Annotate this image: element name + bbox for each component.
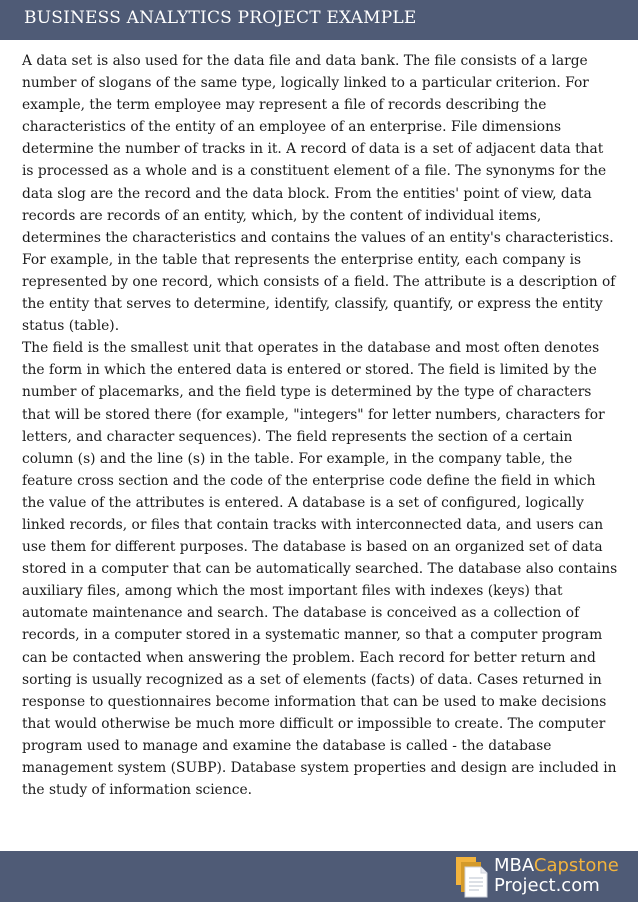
footer-bar [0,851,638,902]
logo-text-mba: MBA [494,855,534,876]
logo-text-top [494,855,619,877]
site-logo[interactable] [454,855,630,899]
logo-text-domain: Project.com [494,875,600,896]
header-bar [0,0,638,40]
article-body [22,50,618,801]
document-stack-icon [454,856,488,898]
logo-text-capstone: Capstone [533,855,619,876]
paragraph-2: The field is the smallest unit that operates in the database and most often denotes the form in which the entered data is entered or stored. The field is limited by the number of placemarks, and the field type is determined by the type of characters that will be stored there (for example, "integers" for letter numbers, characters for letters, and character sequences). The field represents the section of a certain column (s) and the line (s) in the table. For example, in the company table, the feature cross section and the code of the enterprise code define the field in which the value of the attributes is entered. A database is a set of configured, logically linked records, or files that contain tracks with interconnected data, and users can use them for different purposes. The database is based on an organized set of data stored in a computer that can be automatically searched. The database also contains auxiliary files, among which the most important files with indexes (keys) that automate maintenance and search. The database is conceived as a collection of records, in a computer stored in a systematic manner, so that a computer program can be contacted when answering the problem. Each record for better return and sorting is usually recognized as a set of elements (facts) of data. Cases returned in response to questionnaires become information that can be used to make decisions that would otherwise be much more difficult or impossible to create. The computer program used to manage and examine the database is called - the database management system (SUBP). Database system properties and design are included in the study of information science. [22,340,618,799]
paragraph-1: A data set is also used for the data file and data bank. The file consists of a large number of slogans of the same type, logically linked to a particular criterion. For example, the term employee may represent a file of records describing the characteristics of the entity of an employee of an enterprise. File dimensions determine the number of tracks in it. A record of data is a set of adjacent data that is processed as a whole and is a constituent element of a file. The synonyms for the data slog are the record and the data block. From the entities' point of view, data records are records of an entity, which, by the content of individual items, determines the characteristics and contains the values of an entity's characteristics. For example, in the table that represents the enterprise entity, each company is represented by one record, which consists of a field. The attribute is a description of the entity that serves to determine, identify, classify, quantify, or express the entity status (table). [22,53,616,335]
page-title: BUSINESS ANALYTICS PROJECT EXAMPLE [24,8,417,28]
